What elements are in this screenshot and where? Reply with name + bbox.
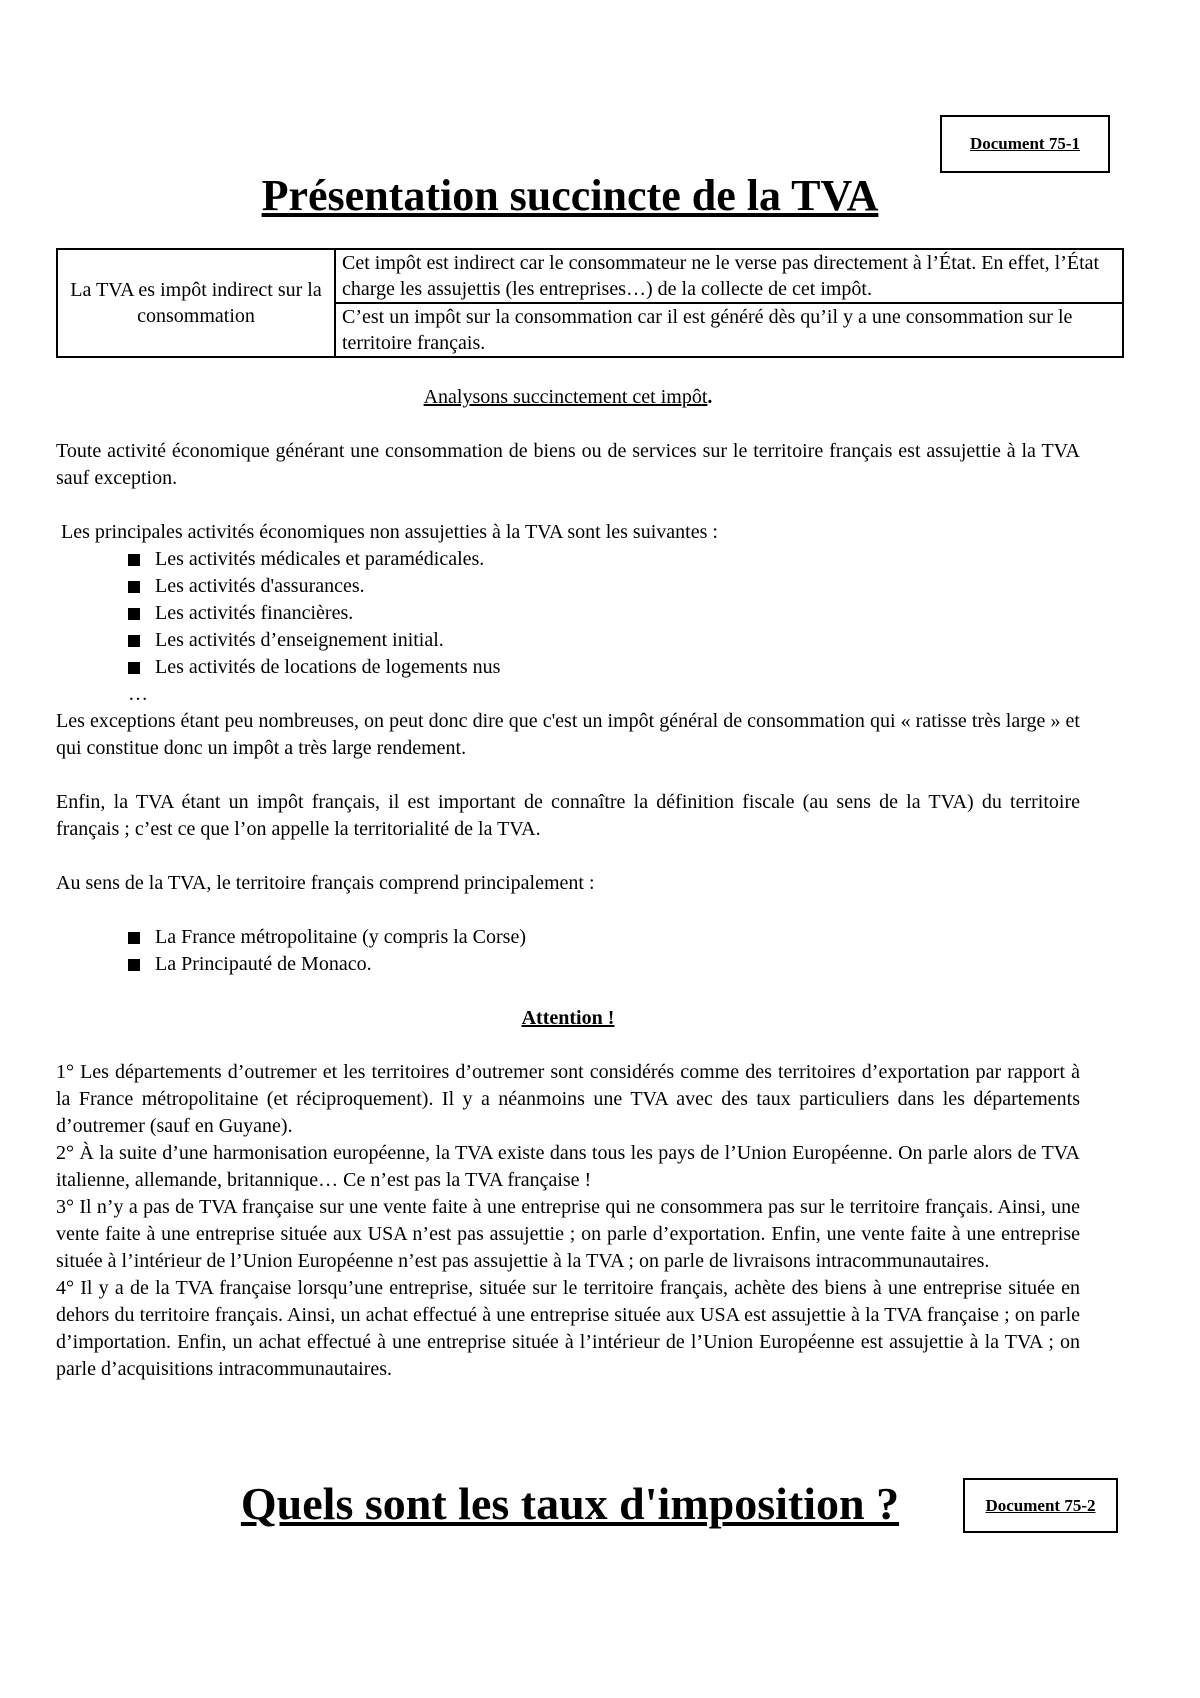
list-item: Les activités de locations de logements nus (128, 654, 1080, 681)
paragraph-territory-intro: Au sens de la TVA, le territoire français comprend principalement : (56, 872, 595, 894)
document-body (56, 384, 1080, 1383)
list-item: Les activités d’enseignement initial. (128, 627, 1080, 654)
paragraph-territoriality: Enfin, la TVA étant un impôt français, il est important de connaître la définition fiscale (au sens de la TVA) du territoire français ; c’est ce que l’on appelle la territorialité de la TVA. (56, 791, 1080, 840)
paragraph-exceptions: Les exceptions étant peu nombreuses, on peut donc dire que c'est un impôt général de consommation qui « ratisse très large » et qui constitue donc un impôt a très large rendement. (56, 710, 1080, 759)
analyse-heading: Analysons succinctement cet impôt. (423, 386, 713, 408)
document-label-box (940, 115, 1110, 173)
definition-table (56, 248, 1124, 358)
list-item: La Principauté de Monaco. (128, 951, 1080, 978)
table-row (57, 249, 1123, 303)
definition-label: La TVA es impôt indirect sur la consommation (57, 249, 335, 357)
attention-heading: Attention ! (521, 1007, 615, 1029)
page-title: Présentation succincte de la TVA (261, 171, 879, 220)
list-item: La France métropolitaine (y compris la Corse) (128, 924, 1080, 951)
paragraph-non-taxed-intro: Les principales activités économiques non assujetties à la TVA sont les suivantes : (56, 521, 718, 543)
definition-indirect: Cet impôt est indirect car le consommateur ne le verse pas directement à l’État. En effet, l’État charge les assujettis (les entreprises…) de la collecte de cet impôt. (335, 249, 1123, 303)
territory-list (56, 924, 1080, 978)
document-label: Document 75-1 (969, 134, 1080, 153)
note-3: 3° Il n’y a pas de TVA française sur une vente faite à une entreprise qui ne consommera pas sur le territoire français. Ainsi, une vente faite à une entreprise située aux USA n’est pas assujettie ; on parle d’exportation. Enfin, une vente faite à une entreprise située à l’intérieur de l’Union Européenne n’est pas assujettie à la TVA ; on parle de livraisons intracommunautaires. (56, 1196, 1080, 1272)
paragraph-scope: Toute activité économique générant une consommation de biens ou de services sur le territoire français est assujettie à la TVA sauf exception. (56, 440, 1080, 489)
non-taxed-list (56, 546, 1080, 681)
list-item: Les activités financières. (128, 600, 1080, 627)
note-1: 1° Les départements d’outremer et les territoires d’outremer sont considérés comme des territoires d’exportation par rapport à la France métropolitaine (et réciproquement). Il y a néanmoins une TVA avec des taux particuliers dans les départements d’outremer (sauf en Guyane). (56, 1061, 1080, 1137)
list-item: Les activités médicales et paramédicales. (128, 546, 1080, 573)
definition-consumption: C’est un impôt sur la consommation car il est généré dès qu’il y a une consommation sur le territoire français. (335, 303, 1123, 357)
note-4: 4° Il y a de la TVA française lorsqu’une entreprise, située sur le territoire français, achète des biens à une entreprise située en dehors du territoire français. Ainsi, un achat effectué à une entreprise située aux USA est assujettie à la TVA française ; on parle d’importation. Enfin, un achat effectué à une entreprise située à l’intérieur de l’Union Européenne est assujettie à la TVA ; on parle d’acquisitions intracommunautaires. (56, 1277, 1080, 1380)
note-2: 2° À la suite d’une harmonisation européenne, la TVA existe dans tous les pays de l’Union Européenne. On parle alors de TVA italienne, allemande, britannique… Ce n’est pas la TVA française ! (56, 1142, 1080, 1191)
section-title-rates: Quels sont les taux d'imposition ? (240, 1478, 900, 1529)
list-item: Les activités d'assurances. (128, 573, 1080, 600)
document-label: Document 75-2 (985, 1495, 1096, 1515)
document-label-box (963, 1478, 1118, 1533)
list-ellipsis: … (128, 683, 148, 705)
